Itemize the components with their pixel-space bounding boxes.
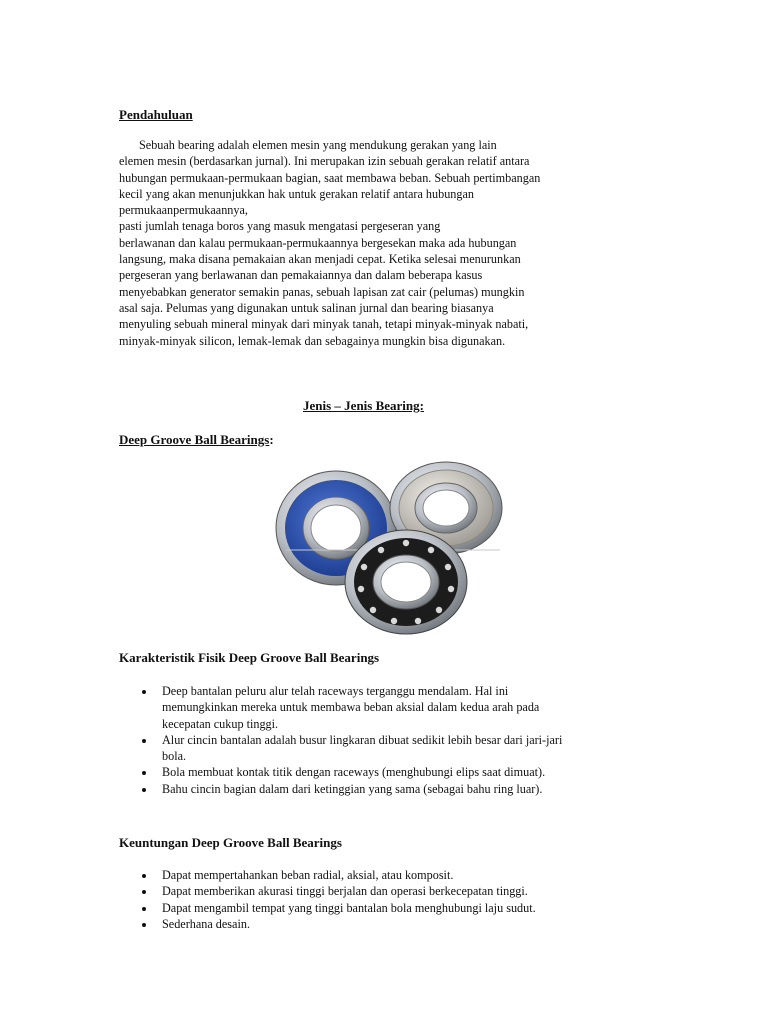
bearings-image: [268, 455, 508, 640]
karakteristik-item-text: kecepatan cukup tinggi.: [162, 716, 279, 731]
intro-line: langsung, maka disana pemakaian akan menjadi cepat. Ketika selesai menurunkan: [119, 252, 521, 267]
intro-heading: Pendahuluan: [119, 107, 193, 122]
intro-line: elemen mesin (berdasarkan jurnal). Ini merupakan izin sebuah gerakan relatif antara: [119, 154, 530, 169]
deep-groove-heading-colon: :: [269, 432, 274, 447]
keuntungan-item: [141, 916, 536, 932]
keuntungan-item-text: Dapat mengambil tempat yang tinggi bantalan bola menghubungi laju sudut.: [162, 900, 536, 915]
keuntungan-title: Keuntungan Deep Groove Ball Bearings: [119, 835, 342, 850]
karakteristik-item: [141, 781, 562, 797]
karakteristik-item: [141, 683, 562, 732]
deep-groove-heading: [119, 432, 274, 448]
karakteristik-item-text: Alur cincin bantalan adalah busur lingkaran dibuat sedikit lebih besar dari jari-jari: [162, 732, 563, 747]
keuntungan-item-text: Dapat mempertahankan beban radial, aksial, atau komposit.: [162, 868, 454, 882]
intro-line: asal saja. Pelumas yang digunakan untuk salinan jurnal dan bearing biasanya: [119, 300, 494, 315]
intro-line: Sebuah bearing adalah elemen mesin yang mendukung gerakan yang lain: [139, 138, 497, 152]
karakteristik-item: [141, 764, 562, 780]
keuntungan-item-text: Sederhana desain.: [162, 916, 250, 931]
deep-groove-heading-text: Deep Groove Ball Bearings: [119, 432, 270, 447]
karakteristik-item-text: memungkinkan mereka untuk membawa beban aksial dalam kedua arah pada: [162, 700, 540, 715]
karakteristik-list: [141, 683, 562, 797]
intro-line: pasti jumlah tenaga boros yang masuk mengatasi pergeseran yang: [119, 219, 441, 234]
bearings-illustration: [268, 455, 508, 640]
types-heading: Jenis – Jenis Bearing:: [303, 398, 424, 413]
keuntungan-item: [141, 883, 536, 899]
karakteristik-item-text: bola.: [162, 749, 187, 764]
intro-line: hubungan permukaan-permukaan bagian, saat membawa beban. Sebuah pertimbangan: [119, 170, 541, 185]
keuntungan-list: [141, 867, 536, 932]
intro-paragraph: [119, 137, 639, 349]
intro-line: permukaanpermukaannya,: [119, 203, 248, 218]
open-bearing: [345, 530, 467, 634]
intro-line: menyebabkan generator semakin panas, sebuah lapisan zat cair (pelumas) mungkin: [119, 284, 525, 299]
keuntungan-item: [141, 900, 536, 916]
keuntungan-item: [141, 867, 536, 883]
karakteristik-title: Karakteristik Fisik Deep Groove Ball Bearings: [119, 650, 380, 665]
intro-line: minyak-minyak silicon, lemak-lemak dan sebagainya mungkin bisa digunakan.: [119, 333, 506, 348]
karakteristik-item-text: Deep bantalan peluru alur telah raceways terganggu mendalam. Hal ini: [162, 684, 509, 698]
karakteristik-item: [141, 732, 562, 765]
karakteristik-item-text: Bola membuat kontak titik dengan raceways (menghubungi elips saat dimuat).: [162, 765, 546, 780]
intro-line: menyuling sebuah mineral minyak dari minyak tanah, tetapi minyak-minyak nabati,: [119, 317, 529, 332]
intro-line: kecil yang akan menunjukkan hak untuk gerakan relatif antara hubungan: [119, 186, 474, 201]
keuntungan-item-text: Dapat memberikan akurasi tinggi berjalan dan operasi berkecepatan tinggi.: [162, 884, 528, 899]
intro-line: berlawanan dan kalau permukaan-permukaannya bergesekan maka ada hubungan: [119, 235, 517, 250]
intro-line: pergeseran yang berlawanan dan pemakaiannya dan dalam beberapa kasus: [119, 268, 483, 283]
karakteristik-item-text: Bahu cincin bagian dalam dari ketinggian yang sama (sebagai bahu ring luar).: [162, 781, 543, 796]
